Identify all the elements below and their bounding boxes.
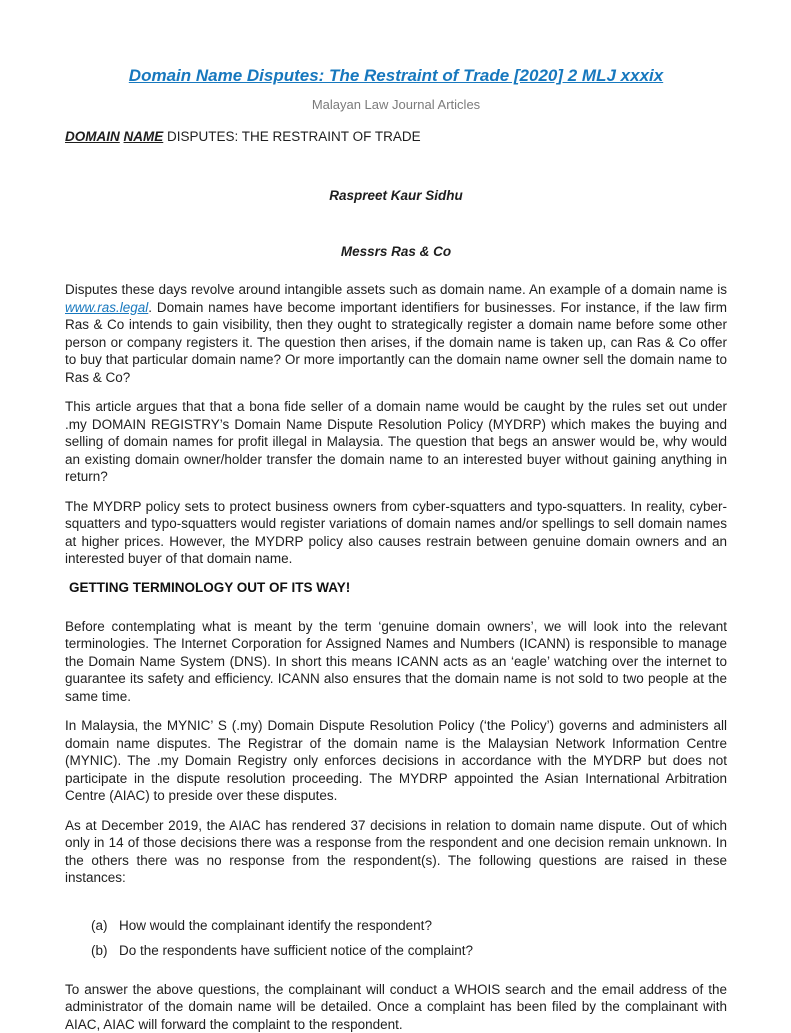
list-item-text-b: Do the respondents have sufficient notice of the complaint? (119, 942, 727, 960)
list-item (91, 917, 727, 935)
author-firm: Messrs Ras & Co (65, 244, 727, 259)
question-list (65, 917, 727, 960)
section-heading-terminology: GETTING TERMINOLOGY OUT OF ITS WAY! (65, 580, 727, 595)
article-title-link[interactable]: Domain Name Disputes: The Restraint of Trade [2020] 2 MLJ xxxix (65, 66, 727, 86)
journal-subtitle: Malayan Law Journal Articles (65, 97, 727, 112)
paragraph-intro-after-link: . Domain names have become important identifiers for businesses. For instance, if the law firm Ras & Co intends to gain visibility, then they ought to strategically register a domain name before some other person or company registers it. The question then arises, if the domain name is taken up, can Ras & Co offer to buy that particular domain name? Or more importantly can the domain name owner sell the domain name to Ras & Co? (65, 300, 727, 385)
heading-rest: DISPUTES: THE RESTRAINT OF TRADE (167, 129, 421, 144)
paragraph-intro (65, 281, 727, 386)
list-item (91, 942, 727, 960)
paragraph-whois-answer: To answer the above questions, the complainant will conduct a WHOIS search and the email address of the administrator of the domain name will be detailed. Once a complaint has been filed by the complainant with AIAC, AIAC will forward the complaint to the respondent. (65, 981, 727, 1033)
paragraph-malaysia-policy: In Malaysia, the MYNIC’ S (.my) Domain Dispute Resolution Policy (‘the Policy’) governs and administers all domain name disputes. The Registrar of the domain name is the Malaysian Network Information Centre (MYNIC). The .my Domain Registry only enforces decisions in accordance with the MYDRP but does not participate in the dispute resolution proceeding. The MYDRP appointed the Asian International Arbitration Centre (AIAC) to preside over these disputes. (65, 717, 727, 805)
heading-emphasized-word-1: DOMAIN (65, 129, 120, 144)
list-item-text-a: How would the complainant identify the respondent? (119, 917, 727, 935)
author-name: Raspreet Kaur Sidhu (65, 188, 727, 203)
heading-emphasized-word-2: NAME (124, 129, 164, 144)
paragraph-mydrp-policy: The MYDRP policy sets to protect business owners from cyber-squatters and typo-squatters. In reality, cyber-squatters and typo-squatters would register variations of domain names and/or spellings to sell domain names at higher prices. However, the MYDRP policy also causes restrain between genuine domain owners and an interested buyer of that domain name. (65, 498, 727, 568)
list-item-marker-a: (a) (91, 917, 119, 935)
paragraph-aiac-decisions: As at December 2019, the AIAC has rendered 37 decisions in relation to domain name dispute. Out of which only in 14 of those decisions there was a response from the respondent and one decision remain unknown. In the others there was no response from the respondent(s). The following questions are raised in these instances: (65, 817, 727, 887)
paragraph-article-argument: This article argues that that a bona fide seller of a domain name would be caught by the rules set out under .my DOMAIN REGISTRY’s Domain Name Dispute Resolution Policy (MYDRP) which makes the buying and selling of domain names for profit illegal in Malaysia. The question that begs an answer would be, why would an existing domain owner/holder transfer the domain name to an interested buyer without gaining anything in return? (65, 398, 727, 486)
paragraph-terminology: Before contemplating what is meant by the term ‘genuine domain owners’, we will look into the relevant terminologies. The Internet Corporation for Assigned Names and Numbers (ICANN) is responsible to manage the Domain Name System (DNS). In short this means ICANN acts as an ‘eagle’ watching over the internet to guarantee its safety and efficiency. ICANN also ensures that the domain name is not sold to two people at the same time. (65, 618, 727, 706)
list-item-marker-b: (b) (91, 942, 119, 960)
document-heading (65, 129, 727, 144)
ras-legal-link[interactable]: www.ras.legal (65, 300, 148, 315)
paragraph-intro-before-link: Disputes these days revolve around intangible assets such as domain name. An example of a domain name is (65, 282, 727, 297)
